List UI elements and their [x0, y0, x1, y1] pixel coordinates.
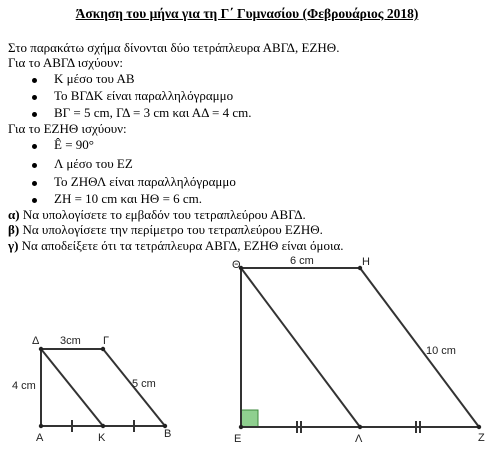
abgd-heading: Για το ΑΒΓΔ ισχύουν: — [8, 55, 123, 70]
vertex-label-h: Η — [362, 256, 370, 268]
ezhth-item: Το ΖΗΘΛ είναι παραλληλόγραμμο — [54, 174, 236, 189]
length-label-slant: 5 cm — [132, 378, 156, 390]
abgd-item: Κ μέσο του ΑΒ — [54, 71, 135, 86]
question-label: γ) — [8, 238, 19, 253]
ezhth-heading: Για το ΕΖΗΘ ισχύουν: — [8, 121, 127, 136]
segment-dk — [41, 349, 103, 426]
point-g — [101, 347, 105, 351]
point-d — [39, 347, 43, 351]
question-label: β) — [8, 222, 20, 237]
length-label-top: 6 cm — [290, 255, 314, 267]
vertex-label-z: Ζ — [478, 432, 485, 444]
vertex-label-e: Ε — [234, 433, 242, 445]
vertex-label-a: Α — [36, 432, 44, 444]
question-text: Να υπολογίσετε την περίμετρο του τετραπλεύρου ΕΖΗΘ. — [19, 222, 323, 237]
abgd-item: ΒΓ = 5 cm, ΓΔ = 3 cm και ΑΔ = 4 cm. — [54, 105, 252, 120]
point-k — [101, 424, 105, 428]
vertex-label-l: Λ — [355, 433, 363, 445]
figure-abgd — [41, 349, 165, 432]
vertex-label-d: Δ — [32, 335, 40, 347]
ezhth-item: Λ μέσο του ΕΖ — [54, 156, 133, 171]
side-hz — [360, 268, 479, 427]
ezhth-item: ΖΗ = 10 cm και ΗΘ = 6 cm. — [54, 191, 203, 206]
intro-text: Στο παρακάτω σχήμα δίνονται δύο τετράπλευρα ΑΒΓΔ, ΕΖΗΘ. — [8, 40, 340, 55]
abgd-item: Το ΒΓΔΚ είναι παραλληλόγραμμο — [54, 88, 234, 103]
right-angle-marker — [241, 410, 258, 427]
vertex-label-th: Θ — [232, 259, 241, 271]
length-label-left: 4 cm — [12, 380, 36, 392]
question-label: α) — [8, 207, 20, 222]
length-label-slant: 10 cm — [426, 345, 456, 357]
segment-thl — [241, 268, 360, 427]
page-title: Άσκηση του μήνα για τη Γ΄ Γυμνασίου (Φεβρουάριος 2018) — [75, 6, 419, 21]
question-text: Να υπολογίσετε το εμβαδόν του τετραπλεύρου ΑΒΓΔ. — [19, 207, 306, 222]
point-l — [358, 425, 362, 429]
vertex-label-k: Κ — [98, 432, 106, 444]
point-e — [239, 425, 243, 429]
point-z — [477, 425, 481, 429]
ezhth-item: Ê = 90° — [54, 137, 94, 152]
length-label-top: 3cm — [60, 335, 81, 347]
vertex-label-g: Γ — [103, 335, 110, 347]
vertex-label-b: Β — [164, 428, 172, 440]
question-text: Να αποδείξετε ότι τα τετράπλευρα ΑΒΓΔ, ΕΖΗΘ είναι όμοια. — [18, 238, 344, 253]
point-a — [39, 424, 43, 428]
